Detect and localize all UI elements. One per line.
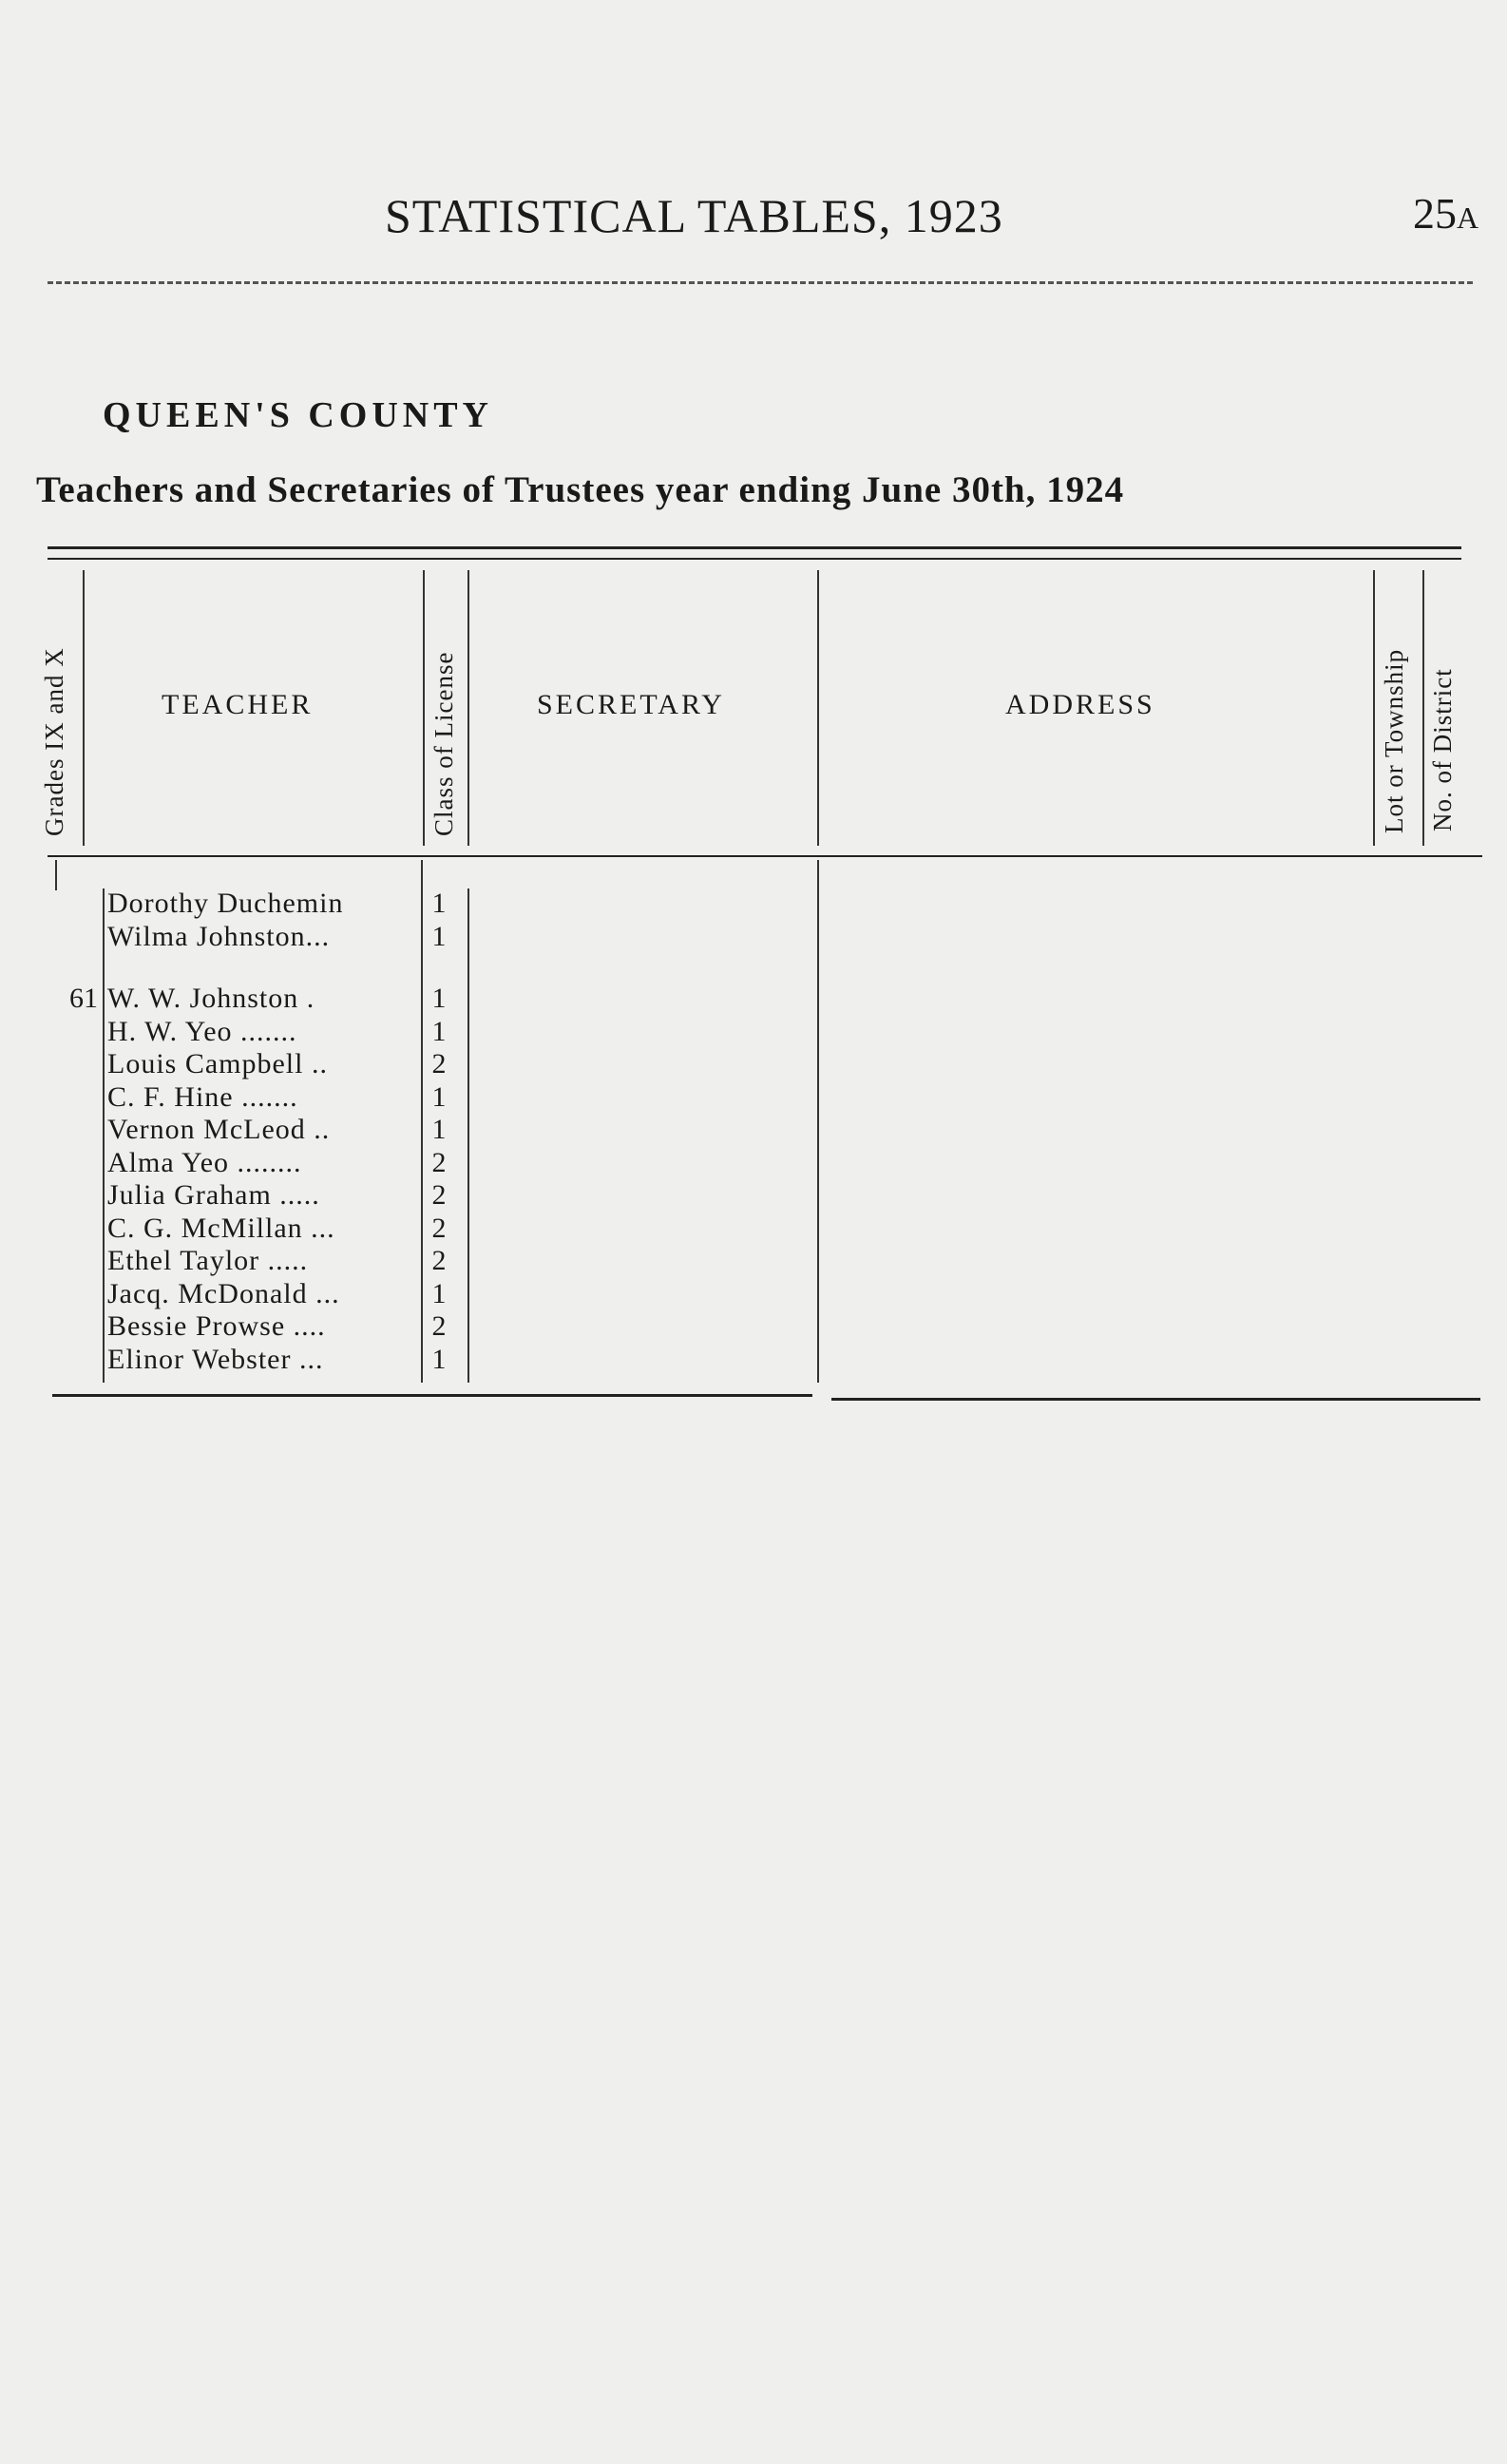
table-row — [52, 1147, 470, 1180]
row-license: 1 — [431, 983, 447, 1014]
table-bottom-rule-right — [831, 1398, 1480, 1401]
teacher-rows — [52, 888, 470, 1376]
row-grade: 61 — [69, 983, 98, 1014]
row-teacher: Vernon McLeod .. — [107, 1114, 331, 1145]
col-divider-secretary — [817, 570, 819, 846]
row-license: 1 — [431, 1343, 447, 1375]
county-heading: QUEEN'S COUNTY — [103, 395, 493, 435]
col-head-no-of-district: No. of District — [1428, 668, 1457, 831]
row-teacher: C. G. McMillan ... — [107, 1212, 335, 1244]
header-rule — [48, 281, 1473, 284]
col-divider-address — [1373, 570, 1375, 846]
col-divider-lot — [1422, 570, 1424, 846]
table-row — [52, 921, 470, 954]
row-teacher: Julia Graham ..... — [107, 1179, 320, 1211]
col-head-lot-or-township: Lot or Township — [1380, 648, 1408, 833]
col-divider-license — [467, 570, 469, 846]
page-number-suffix: A — [1457, 201, 1479, 235]
table-row — [52, 1114, 470, 1147]
table-row — [52, 1081, 470, 1115]
body-divider-address — [817, 860, 819, 1383]
table-row — [52, 1245, 470, 1278]
table-row — [52, 1048, 470, 1081]
row-teacher: H. W. Yeo ....... — [107, 1015, 297, 1047]
row-teacher: Dorothy Duchemin — [107, 888, 344, 919]
col-head-grades: Grades IX and X — [40, 647, 68, 836]
row-teacher: Jacq. McDonald ... — [107, 1277, 340, 1309]
table-top-rule-second — [48, 558, 1461, 560]
page-title: STATISTICAL TABLES, 1923 — [385, 189, 1003, 242]
col-divider-teacher — [423, 570, 425, 846]
table-row — [52, 888, 470, 921]
row-teacher: Alma Yeo ........ — [107, 1146, 302, 1178]
row-license: 2 — [431, 1146, 447, 1178]
row-teacher: Ethel Taylor ..... — [107, 1245, 309, 1276]
row-license: 2 — [431, 1179, 447, 1211]
row-license: 1 — [431, 920, 447, 952]
header-bottom-rule — [48, 855, 1482, 857]
row-teacher: Bessie Prowse .... — [107, 1310, 326, 1342]
col-head-teacher: TEACHER — [162, 689, 314, 720]
col-head-secretary: SECRETARY — [537, 689, 725, 720]
page-number — [1413, 188, 1478, 239]
row-license: 1 — [431, 1015, 447, 1047]
table-row — [52, 1310, 470, 1344]
table-row — [52, 983, 470, 1016]
row-license: 1 — [431, 1277, 447, 1309]
row-teacher: Elinor Webster ... — [107, 1343, 324, 1375]
row-license: 2 — [431, 1212, 447, 1244]
row-teacher: Wilma Johnston... — [107, 920, 331, 952]
table-row — [52, 1179, 470, 1213]
row-license: 1 — [431, 1080, 447, 1113]
page-number-digits: 25 — [1413, 189, 1457, 238]
table-row — [52, 1278, 470, 1311]
grades-tick — [55, 860, 57, 890]
table-bottom-rule-left — [52, 1394, 812, 1397]
row-license: 2 — [431, 1048, 447, 1079]
table-top-rule — [48, 546, 1461, 549]
row-teacher: W. W. Johnston . — [107, 983, 315, 1014]
row-license: 2 — [431, 1245, 447, 1276]
col-head-class-of-license: Class of License — [429, 651, 458, 836]
row-teacher: C. F. Hine ....... — [107, 1080, 298, 1113]
row-teacher: Louis Campbell .. — [107, 1048, 328, 1079]
row-license: 1 — [431, 888, 447, 919]
table-row — [52, 1344, 470, 1377]
table-subtitle: Teachers and Secretaries of Trustees year ending June 30th, 1924 — [36, 469, 1125, 510]
table-row — [52, 1016, 470, 1049]
row-license: 2 — [431, 1310, 447, 1342]
table-row — [52, 1213, 470, 1246]
col-head-address: ADDRESS — [1005, 689, 1155, 720]
row-license: 1 — [431, 1114, 447, 1145]
col-divider-grades — [83, 570, 85, 846]
